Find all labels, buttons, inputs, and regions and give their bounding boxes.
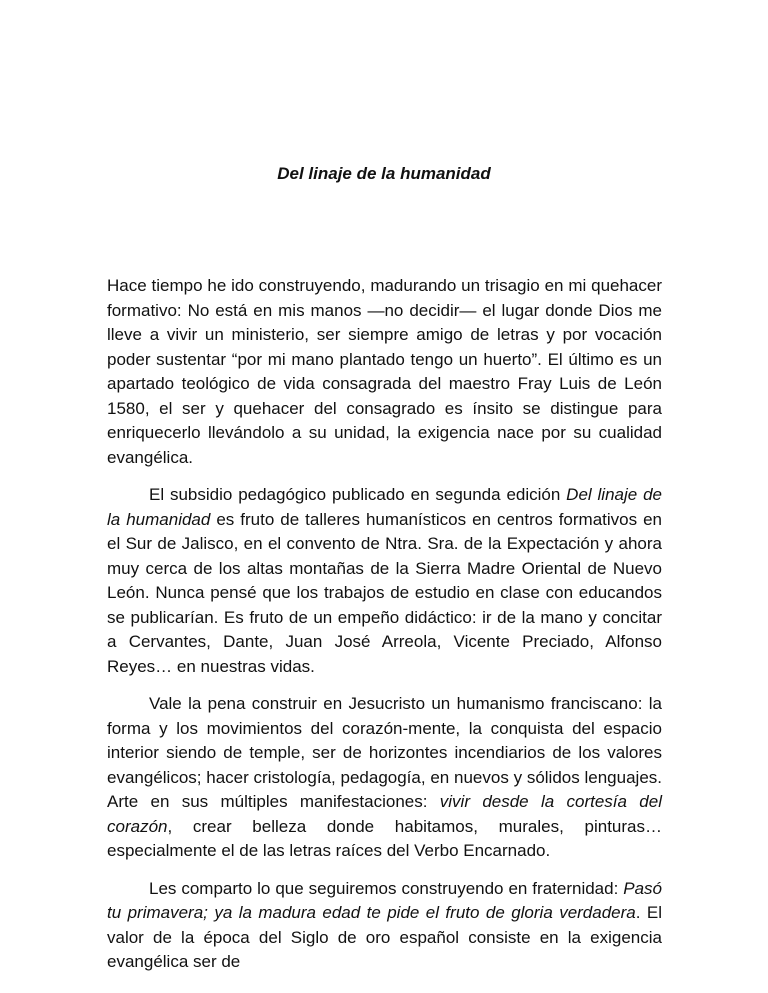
paragraph-2: [107, 483, 662, 679]
document-title: Del linaje de la humanidad: [277, 164, 491, 183]
paragraph-2-book-title: Del linaje de la humanidad: [107, 485, 662, 529]
paragraph-4-text-a: Les comparto lo que seguiremos construyendo en fraternidad:: [149, 878, 624, 898]
document-body: [107, 274, 662, 988]
paragraph-4-quote: Pasó tu primavera; ya la madura edad te pide el fruto de gloria verdadera: [107, 878, 662, 922]
paragraph-3: [107, 692, 662, 864]
paragraph-3-emphasis: vivir desde la cortesía del corazón: [107, 792, 662, 836]
paragraph-4: [107, 877, 662, 975]
paragraph-1: [107, 274, 662, 470]
paragraph-4-text-b: . El valor de la época del Siglo de oro español consiste en la exigencia evangélica ser de: [107, 903, 663, 971]
paragraph-2-text-a: El subsidio pedagógico publicado en segunda edición: [149, 485, 567, 504]
paragraph-3-text-a: Vale la pena construir en Jesucristo un humanismo franciscano: la forma y los movimientos del corazón-mente, la conquista del espacio interior siendo de temple, ser de horizontes incendiarios de los valores evangélicos; hacer cristología, pedagogía, en nuevos y sólidos lenguajes. Arte en sus múltiples manifestaciones:: [107, 694, 662, 811]
paragraph-1-text: Hace tiempo he ido construyendo, madurando un trisagio en mi quehacer formativo: No está en mis manos —no decidir— el lugar donde Dios me lleve a vivir un ministerio, ser siempre amigo de letras y por vocación poder sustentar “por mi mano plantado tengo un huerto”. El último es un apartado teológico de vida consagrada del maestro Fray Luis de León 1580, el ser y quehacer del consagrado es ínsito se distingue para enriquecerlo llevándolo a su unidad, la exigencia nace por su cualidad evangélica.: [107, 276, 662, 467]
paragraph-3-text-b: , crear belleza donde habitamos, murales, pinturas… especialmente el de las letras raíces del Verbo Encarnado.: [107, 816, 662, 860]
paragraph-2-text-b: es fruto de talleres humanísticos en centros formativos en el Sur de Jalisco, en el convento de Ntra. Sra. de la Expectación y ahora muy cerca de los altas montañas de la Sierra Madre Oriental de Nuevo León. Nunca pensé que los trabajos de estudio en clase con educandos se publicarían. Es fruto de un empeño didáctico: ir de la mano y concitar a Cervantes, Dante, Juan José Arreola, Vicente Preciado, Alfonso Reyes… en nuestras vidas.: [107, 509, 663, 676]
